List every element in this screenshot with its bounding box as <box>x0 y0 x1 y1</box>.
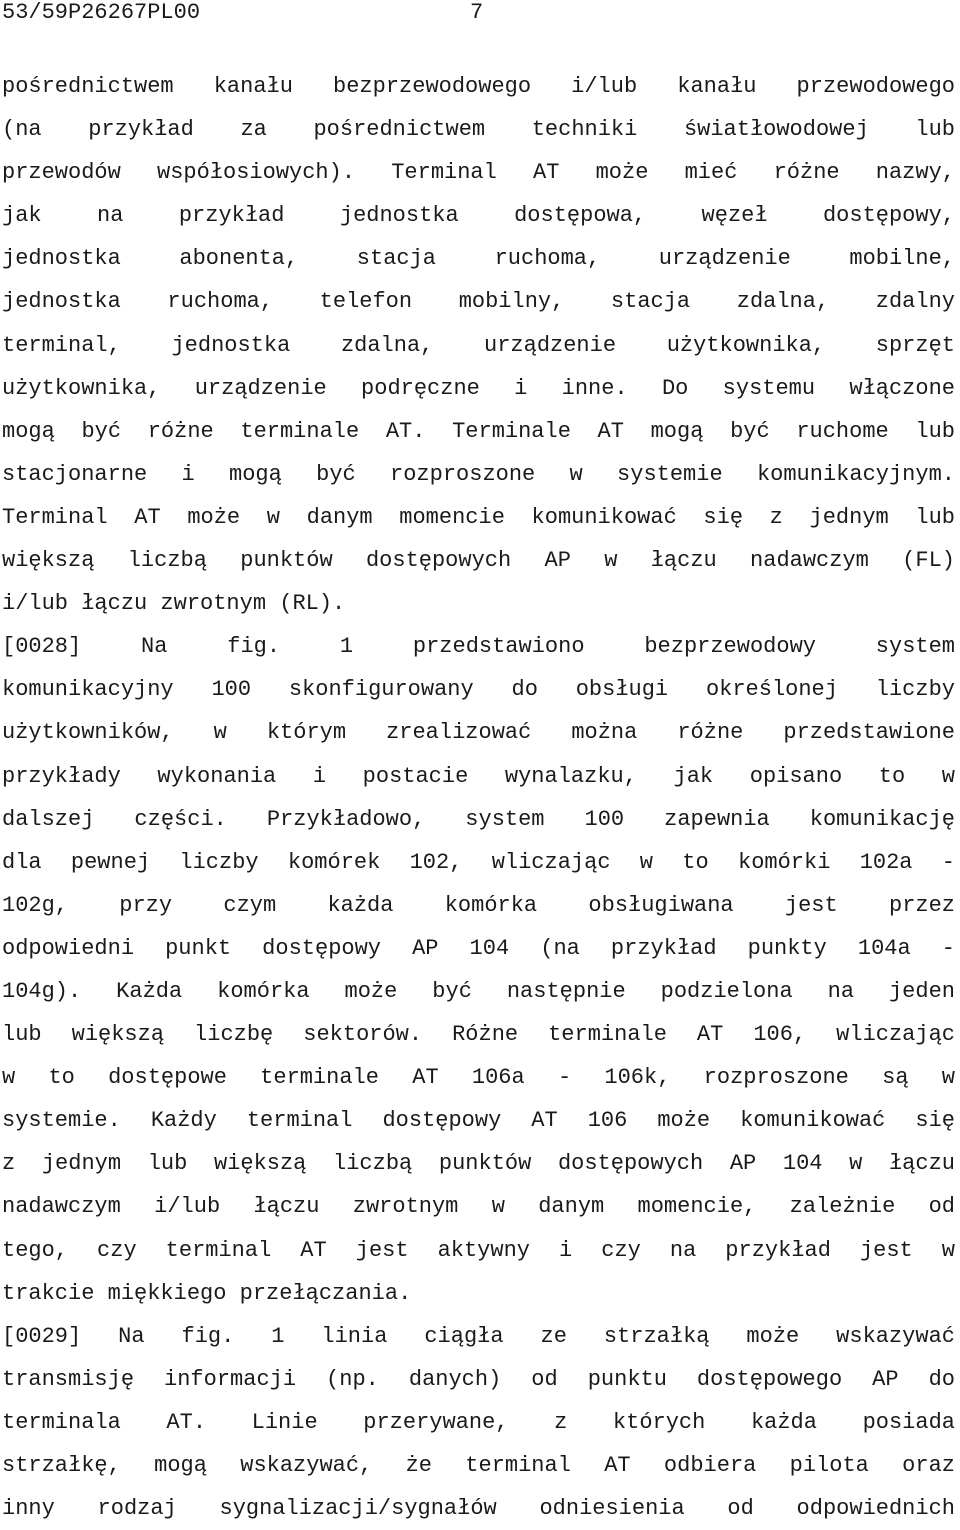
text-line: jak na przykład jednostka dostępowa, węzeł dostępowy, <box>2 203 955 229</box>
text-line: systemie. Każdy terminal dostępowy AT 106 może komunikować się <box>2 1108 955 1134</box>
text-line: jednostka abonenta, stacja ruchoma, urządzenie mobilne, <box>2 246 955 272</box>
text-line: stacjonarne i mogą być rozproszone w systemie komunikacyjnym. <box>2 461 955 487</box>
text-line: użytkownika, urządzenie podręczne i inne. Do systemu włączone <box>2 375 955 401</box>
body-text <box>2 65 955 1530</box>
text-line: w to dostępowe terminale AT 106a - 106k, rozproszone są w <box>2 1065 955 1091</box>
text-line: inny rodzaj sygnalizacji/sygnałów odniesienia od odpowiednich <box>2 1496 955 1522</box>
text-line: terminala AT. Linie przerywane, z których każda posiada <box>2 1409 955 1435</box>
text-line: i/lub łączu zwrotnym (RL). <box>2 591 346 617</box>
text-line: z jednym lub większą liczbą punktów dostępowych AP 104 w łączu <box>2 1151 955 1177</box>
text-line: 102g, przy czym każda komórka obsługiwana jest przez <box>2 892 955 918</box>
page-number: 7 <box>470 0 484 25</box>
text-line: przewodów współosiowych). Terminal AT może mieć różne nazwy, <box>2 160 955 186</box>
text-line: jednostka ruchoma, telefon mobilny, stacja zdalna, zdalny <box>2 289 955 315</box>
text-line: nadawczym i/lub łączu zwrotnym w danym momencie, zależnie od <box>2 1194 955 1220</box>
text-line: strzałkę, mogą wskazywać, że terminal AT odbiera pilota oraz <box>2 1453 955 1478</box>
text-line: użytkowników, w którym zrealizować można różne przedstawione <box>2 720 955 746</box>
page-header <box>0 0 960 28</box>
document-id: 53/59P26267PL00 <box>2 0 201 25</box>
text-line: trakcie miękkiego przełączania. <box>2 1280 412 1306</box>
text-line: mogą być różne terminale AT. Terminale AT mogą być ruchome lub <box>2 418 955 444</box>
text-line: tego, czy terminal AT jest aktywny i czy na przykład jest w <box>2 1237 955 1263</box>
text-line: [0028] Na fig. 1 przedstawiono bezprzewodowy system <box>2 634 955 660</box>
text-line: 104g). Każda komórka może być następnie podzielona na jeden <box>2 978 955 1004</box>
text-line: dla pewnej liczby komórek 102, wliczając w to komórki 102a - <box>2 849 955 875</box>
text-line: transmisję informacji (np. danych) od punktu dostępowego AP do <box>2 1366 955 1392</box>
text-line: (na przykład za pośrednictwem techniki światłowodowej lub <box>2 117 955 143</box>
text-line: lub większą liczbę sektorów. Różne terminale AT 106, wliczając <box>2 1022 955 1048</box>
text-line: Terminal AT może w danym momencie komunikować się z jednym lub <box>2 504 955 530</box>
text-line: odpowiedni punkt dostępowy AP 104 (na przykład punkty 104a - <box>2 935 955 961</box>
text-line: przykłady wykonania i postacie wynalazku, jak opisano to w <box>2 763 955 789</box>
text-line: komunikacyjny 100 skonfigurowany do obsługi określonej liczby <box>2 677 955 703</box>
text-line: [0029] Na fig. 1 linia ciągła ze strzałką może wskazywać <box>2 1323 955 1349</box>
text-line: dalszej części. Przykładowo, system 100 zapewnia komunikację <box>2 806 955 832</box>
text-line: większą liczbą punktów dostępowych AP w łączu nadawczym (FL) <box>2 548 955 574</box>
text-line: pośrednictwem kanału bezprzewodowego i/lub kanału przewodowego <box>2 74 955 99</box>
text-line: terminal, jednostka zdalna, urządzenie użytkownika, sprzęt <box>2 332 955 358</box>
